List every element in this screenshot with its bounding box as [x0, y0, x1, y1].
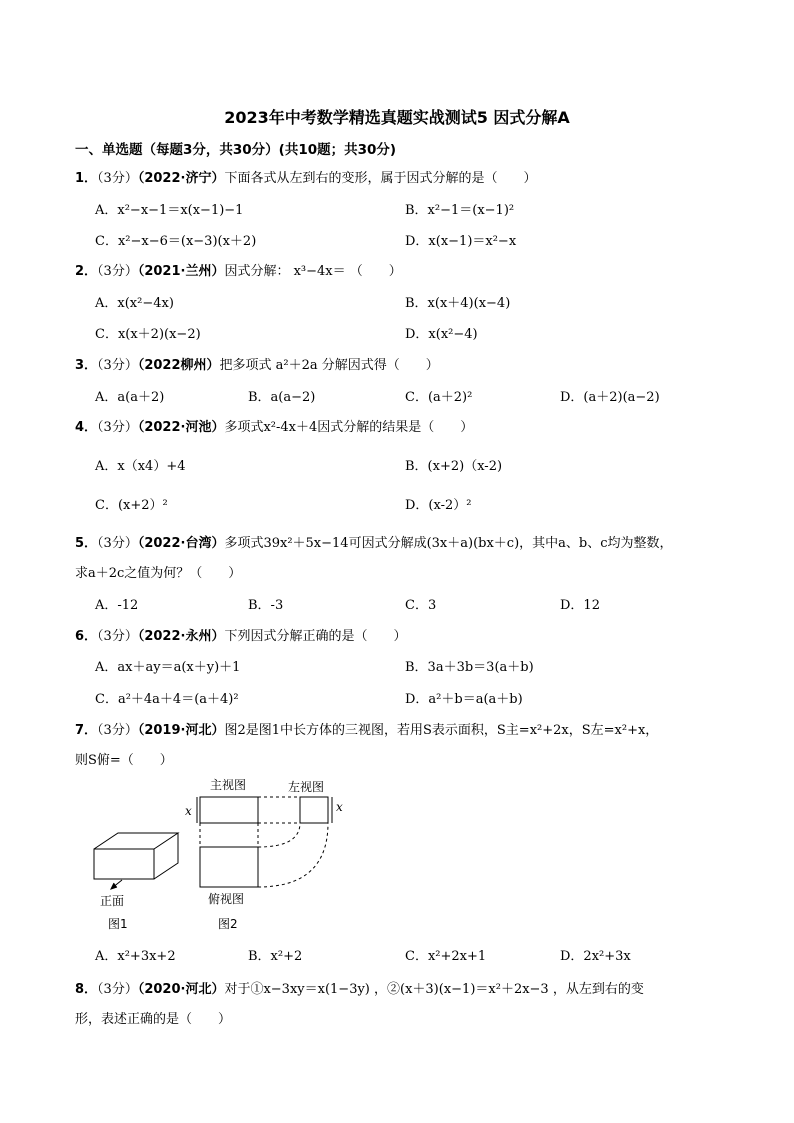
question-score: （3分） [97, 536, 138, 551]
question-text: 对于①x−3xy＝x(1−3y) ，②(x＋3)(x−1)＝x²＋2x−3 ，从左到右的变 [224, 982, 644, 997]
question-text: 下面各式从左到右的变形，属于因式分解的是（ ） [224, 171, 537, 186]
top-view-label: 俯视图 [208, 892, 245, 906]
option-d[interactable]: D．(a＋2)(a−2) [560, 390, 660, 405]
option-c[interactable]: C．(x+2）² [95, 498, 168, 513]
question-source: （2019·河北） [137, 723, 225, 738]
option-a[interactable]: A．ax＋ay＝a(x＋y)＋1 [95, 660, 241, 675]
option-c[interactable]: C．x(x＋2)(x−2) [95, 327, 201, 342]
question-text: 多项式x²-4x＋4因式分解的结果是（ ） [224, 420, 474, 435]
question-number: 8． [75, 982, 98, 997]
question-source: （2022·河池） [137, 420, 225, 435]
x-label-front: x [185, 804, 192, 818]
question-6 [75, 625, 406, 644]
x-label-left: x [336, 800, 343, 814]
three-views [197, 797, 332, 887]
question-number: 6． [75, 629, 98, 644]
option-c[interactable]: C．(a＋2)² [405, 390, 473, 405]
question-score: （3分） [97, 171, 138, 186]
question-score: （3分） [97, 629, 138, 644]
option-b[interactable]: B．x²−1＝(x−1)² [405, 203, 515, 218]
question-text: 下列因式分解正确的是（ ） [224, 629, 407, 644]
question-text: 多项式39x²＋5x−14可因式分解成(3x＋a)(bx＋c)，其中a、b、c均为整数， [224, 536, 673, 551]
question-5 [75, 532, 673, 551]
left-view-rect [300, 797, 328, 823]
option-b[interactable]: B．a(a−2) [248, 390, 316, 405]
three-view-figure [80, 775, 360, 935]
option-d[interactable]: D．x(x−1)＝x²−x [405, 234, 517, 249]
option-a[interactable]: A．x²−x−1＝x(x−1)−1 [95, 203, 244, 218]
question-score: （3分） [97, 264, 138, 279]
option-b[interactable]: B．(x+2)（x-2) [405, 459, 503, 474]
left-view-label: 左视图 [288, 780, 325, 794]
option-a[interactable]: A．x（x4）+4 [95, 459, 186, 474]
option-d[interactable]: D．a²＋b＝a(a＋b) [405, 692, 523, 707]
option-b[interactable]: B．3a＋3b＝3(a＋b) [405, 660, 534, 675]
question-number: 1． [75, 171, 98, 186]
question-text: 把多项式 a²＋2a 分解因式得（ ） [219, 358, 439, 373]
option-a[interactable]: A．a(a＋2) [95, 390, 165, 405]
fig2-label: 图2 [218, 917, 238, 931]
question-7-line2: 则S俯=（ ） [75, 753, 173, 768]
option-d[interactable]: D．2x²+3x [560, 949, 631, 964]
question-8 [75, 978, 644, 997]
question-number: 2． [75, 264, 98, 279]
front-face-label: 正面 [100, 894, 125, 908]
question-source: （2022柳州） [137, 358, 220, 373]
question-source: （2022·台湾） [137, 536, 225, 551]
question-source: （2022·济宁） [137, 171, 225, 186]
option-b[interactable]: B．x(x＋4)(x−4) [405, 296, 511, 311]
option-d[interactable]: D．(x-2）² [405, 498, 472, 513]
cuboid-figure [94, 833, 178, 889]
question-number: 4． [75, 420, 98, 435]
option-c[interactable]: C．x²−x−6＝(x−3)(x＋2) [95, 234, 257, 249]
section-heading: 一、单选题（每题3分，共30分）(共10题；共30分) [75, 142, 397, 158]
question-score: （3分） [97, 420, 138, 435]
question-3 [75, 354, 439, 373]
option-a[interactable]: A．-12 [95, 598, 139, 613]
question-number: 7． [75, 723, 98, 738]
front-view-rect [200, 797, 258, 823]
question-text: 因式分解： x³−4x＝ （ ） [224, 264, 402, 279]
option-a[interactable]: A．x²+3x+2 [95, 949, 176, 964]
option-c[interactable]: C．3 [405, 598, 437, 613]
option-c[interactable]: C．x²+2x+1 [405, 949, 487, 964]
question-score: （3分） [97, 358, 138, 373]
option-b[interactable]: B．x²+2 [248, 949, 303, 964]
question-score: （3分） [97, 982, 138, 997]
option-c[interactable]: C．a²＋4a＋4＝(a＋4)² [95, 692, 239, 707]
question-4 [75, 416, 473, 435]
fig1-label: 图1 [108, 917, 128, 931]
question-8-line2: 形，表述正确的是（ ） [75, 1012, 232, 1027]
question-text: 图2是图1中长方体的三视图，若用S表示面积，S主=x²+2x，S左=x²+x， [224, 723, 659, 738]
page-title: 2023年中考数学精选真题实战测试5 因式分解A [224, 108, 570, 127]
question-number: 5． [75, 536, 98, 551]
question-5-line2: 求a＋2c之值为何？（ ） [75, 566, 242, 581]
question-7 [75, 719, 658, 738]
question-source: （2021·兰州） [137, 264, 225, 279]
question-number: 3． [75, 358, 98, 373]
question-2 [75, 260, 402, 279]
option-a[interactable]: A．x(x²−4x) [95, 296, 174, 311]
question-1 [75, 167, 536, 186]
front-view-label: 主视图 [210, 778, 247, 792]
option-b[interactable]: B．-3 [248, 598, 284, 613]
top-view-rect [200, 847, 258, 887]
question-source: （2020·河北） [137, 982, 225, 997]
question-score: （3分） [97, 723, 138, 738]
option-d[interactable]: D．12 [560, 598, 600, 613]
question-source: （2022·永州） [137, 629, 225, 644]
option-d[interactable]: D．x(x²−4) [405, 327, 478, 342]
